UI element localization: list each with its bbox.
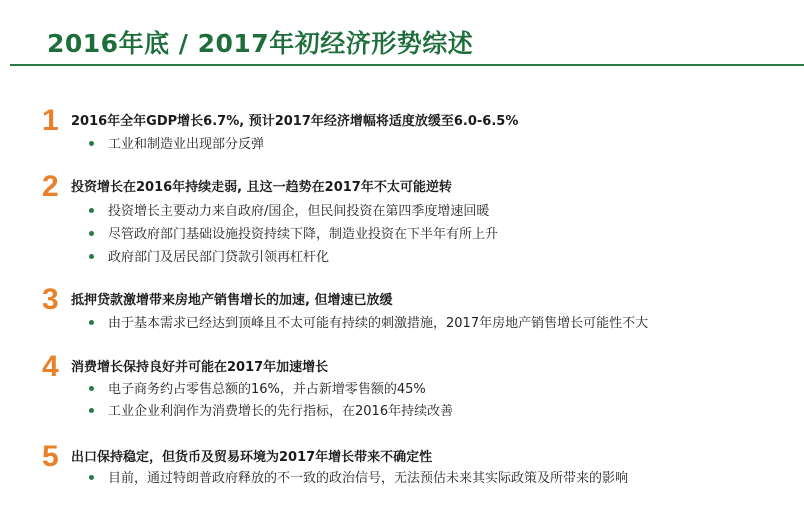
bullet-dot-icon — [89, 386, 94, 391]
page-title: 2016年底 / 2017年初经济形势综述 — [47, 29, 474, 58]
bullet-dot-icon — [89, 320, 94, 325]
title-divider — [10, 64, 804, 66]
section-heading: 2016年全年GDP增长6.7%, 预计2017年经济增幅将适度放缓至6.0-6.5% — [71, 114, 519, 129]
bullet-dot-icon — [89, 408, 94, 413]
bullet-dot-icon — [89, 208, 94, 213]
bullet-dot-icon — [89, 254, 94, 259]
bullet-text: 工业企业利润作为消费增长的先行指标，在2016年持续改善 — [108, 404, 454, 419]
bullet-item — [89, 249, 329, 266]
section-number: 4 — [42, 350, 59, 383]
bullet-text: 由于基本需求已经达到顶峰且不太可能有持续的刺激措施，2017年房地产销售增长可能性不大 — [108, 316, 649, 331]
bullet-text: 目前，通过特朗普政府释放的不一致的政治信号，无法预估未来其实际政策及所带来的影响 — [108, 471, 629, 486]
bullet-item — [89, 203, 489, 220]
bullet-item — [89, 381, 426, 398]
section-heading: 消费增长保持良好并可能在2017年加速增长 — [71, 360, 329, 375]
bullet-text: 工业和制造业出现部分反弹 — [108, 137, 265, 152]
bullet-text: 投资增长主要动力来自政府/国企，但民间投资在第四季度增速回暖 — [108, 204, 490, 219]
section-heading: 投资增长在2016年持续走弱, 且这一趋势在2017年不太可能逆转 — [71, 180, 452, 195]
bullet-item — [89, 136, 264, 153]
section-number: 5 — [42, 440, 59, 473]
bullet-text: 电子商务约占零售总额的16%，并占新增零售额的45% — [108, 382, 426, 397]
bullet-dot-icon — [89, 141, 94, 146]
bullet-item — [89, 403, 453, 420]
bullet-dot-icon — [89, 231, 94, 236]
section-heading: 出口保持稳定，但货币及贸易环境为2017年增长带来不确定性 — [71, 450, 433, 465]
bullet-dot-icon — [89, 475, 94, 480]
bullet-item — [89, 470, 628, 487]
section-heading: 抵押贷款激增带来房地产销售增长的加速, 但增速已放缓 — [71, 293, 393, 308]
section-number: 3 — [42, 283, 59, 316]
bullet-item — [89, 226, 498, 243]
bullet-item — [89, 315, 648, 332]
bullet-text: 政府部门及居民部门贷款引领再杠杆化 — [108, 250, 330, 265]
section-number: 1 — [42, 104, 59, 137]
section-number: 2 — [42, 170, 59, 203]
bullet-text: 尽管政府部门基础设施投资持续下降，制造业投资在下半年有所上升 — [108, 227, 499, 242]
